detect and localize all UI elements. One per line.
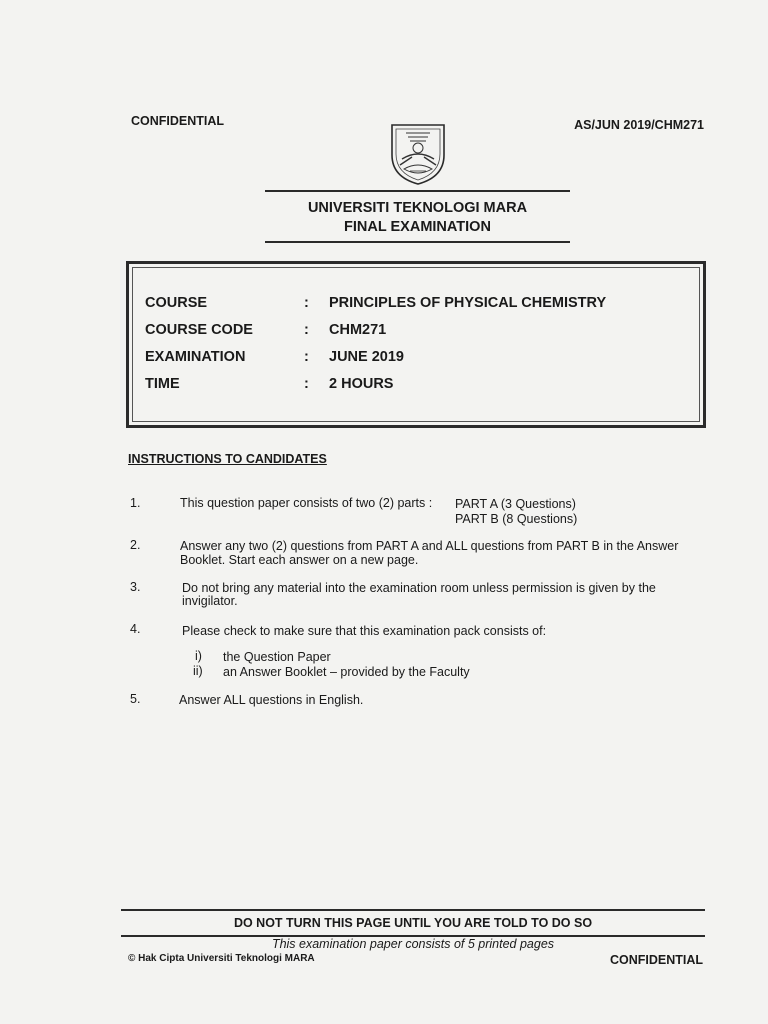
instruction-text: This question paper consists of two (2) parts :	[180, 496, 433, 510]
part-a-label: PART A (3 Questions)	[455, 497, 576, 511]
instruction-text: Please check to make sure that this examination pack consists of:	[182, 624, 547, 638]
instruction-number: 1.	[130, 496, 141, 510]
instructions-title: INSTRUCTIONS TO CANDIDATES	[128, 452, 327, 466]
footer-top-rule	[121, 909, 705, 911]
info-label: EXAMINATION	[145, 349, 246, 365]
sub-item-number: ii)	[193, 664, 203, 678]
instruction-number: 2.	[130, 538, 141, 552]
info-value: CHM271	[329, 322, 387, 338]
sub-item-number: i)	[195, 649, 202, 663]
footer-warning: DO NOT TURN THIS PAGE UNTIL YOU ARE TOLD TO DO SO	[233, 916, 593, 930]
header-exam-code: AS/JUN 2019/CHM271	[574, 118, 704, 132]
info-label: TIME	[145, 376, 180, 392]
info-label: COURSE CODE	[145, 322, 253, 338]
footer-confidential: CONFIDENTIAL	[609, 953, 703, 967]
info-colon: :	[304, 295, 309, 311]
instruction-text: Answer ALL questions in English.	[179, 693, 364, 707]
instruction-number: 5.	[130, 692, 141, 706]
info-value: PRINCIPLES OF PHYSICAL CHEMISTRY	[329, 295, 607, 311]
course-info-box	[126, 261, 706, 428]
title-top-rule	[265, 190, 570, 192]
info-value: 2 HOURS	[329, 376, 394, 392]
university-name: UNIVERSITI TEKNOLOGI MARA	[307, 200, 528, 216]
instruction-text-cont: invigilator.	[182, 594, 238, 608]
sub-item-text: an Answer Booklet – provided by the Faculty	[223, 665, 470, 679]
instruction-text: Answer any two (2) questions from PART A and ALL questions from PART B in the Answer	[180, 539, 679, 553]
info-value: JUNE 2019	[329, 349, 404, 365]
part-b-label: PART B (8 Questions)	[455, 512, 578, 526]
sub-item-text: the Question Paper	[223, 650, 331, 664]
footer-page-count: This examination paper consists of 5 printed pages	[271, 937, 555, 951]
info-colon: :	[304, 322, 309, 338]
info-colon: :	[304, 376, 309, 392]
title-bottom-rule	[265, 241, 570, 243]
instruction-number: 3.	[130, 580, 141, 594]
instruction-number: 4.	[130, 622, 141, 636]
instruction-text: Do not bring any material into the examination room unless permission is given by the	[182, 581, 656, 595]
instruction-text-cont: Booklet. Start each answer on a new page.	[180, 553, 419, 567]
footer-copyright: © Hak Cipta Universiti Teknologi MARA	[128, 953, 315, 964]
university-crest-icon	[388, 121, 448, 187]
header-confidential: CONFIDENTIAL	[131, 114, 225, 128]
info-label: COURSE	[145, 295, 208, 311]
info-colon: :	[304, 349, 309, 365]
exam-title: FINAL EXAMINATION	[344, 219, 491, 235]
